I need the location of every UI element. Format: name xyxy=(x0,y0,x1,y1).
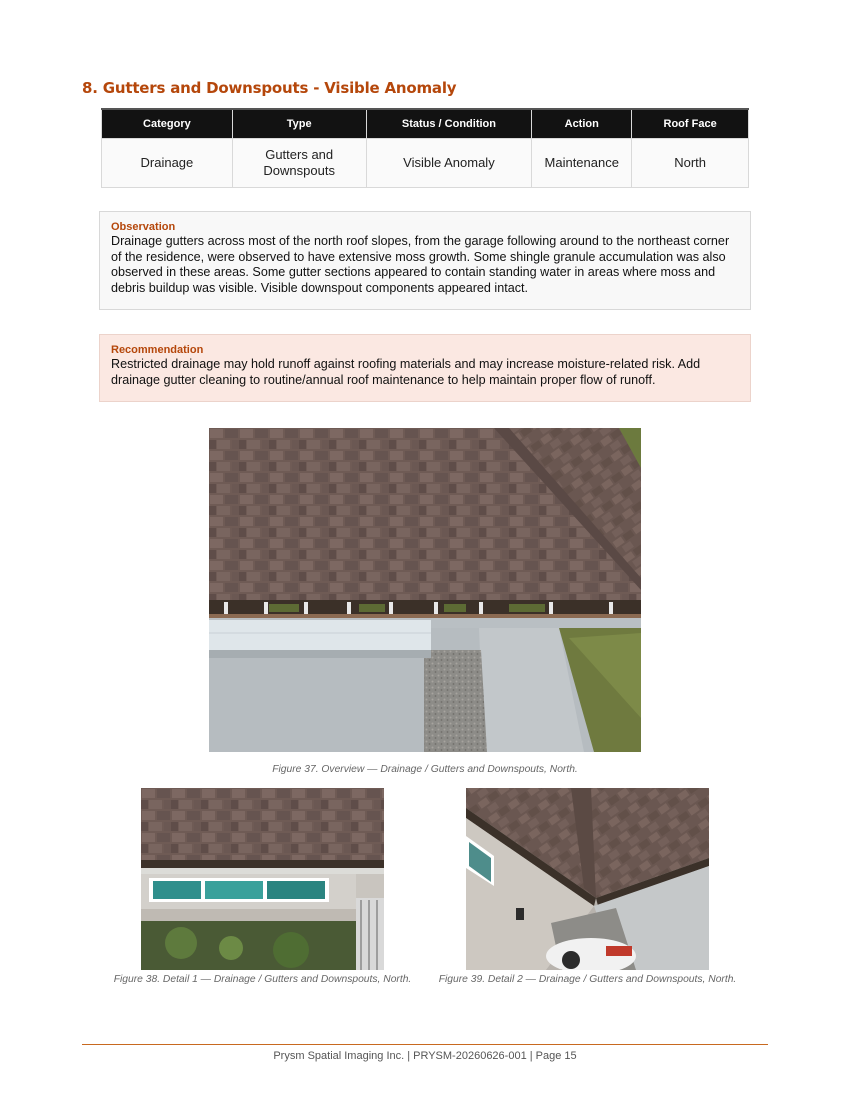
observation-box xyxy=(99,211,751,310)
cell-category: Drainage xyxy=(102,138,233,187)
cell-action: Maintenance xyxy=(532,138,632,187)
overview-photo xyxy=(209,428,641,752)
header-roof-face: Roof Face xyxy=(632,109,749,138)
recommendation-text: Restricted drainage may hold runoff against roofing materials and may increase moisture-related risk. Add drainage gutter cleaning to routine/annual roof maintenance to help maintain proper flow of runoff. xyxy=(111,357,701,387)
page-footer: Prysm Spatial Imaging Inc. | PRYSM-20260626-001 | Page 15 xyxy=(273,1050,577,1062)
recommendation-box xyxy=(99,334,751,402)
figure-37-caption: Figure 37. Overview — Drainage / Gutters and Downspouts, North. xyxy=(272,764,578,775)
header-action: Action xyxy=(532,109,632,138)
summary-table xyxy=(101,108,749,188)
table-row xyxy=(102,138,749,187)
cell-type: Gutters and Downspouts xyxy=(232,138,366,187)
cell-roof-face: North xyxy=(632,138,749,187)
footer-divider xyxy=(82,1044,768,1045)
header-type: Type xyxy=(232,109,366,138)
figure-39-caption: Figure 39. Detail 2 — Drainage / Gutters and Downspouts, North. xyxy=(438,974,737,985)
detail-2-photo xyxy=(466,788,709,970)
header-category: Category xyxy=(102,109,233,138)
section-title: 8. Gutters and Downspouts - Visible Anomaly xyxy=(82,79,457,97)
header-status: Status / Condition xyxy=(366,109,532,138)
recommendation-label: Recommendation xyxy=(111,344,204,356)
figure-38-caption: Figure 38. Detail 1 — Drainage / Gutters and Downspouts, North. xyxy=(113,974,412,985)
observation-label: Observation xyxy=(111,221,176,233)
detail-1-photo xyxy=(141,788,384,970)
cell-status: Visible Anomaly xyxy=(366,138,532,187)
observation-text: Drainage gutters across most of the north roof slopes, from the garage following around to the northeast corner of the residence, were observed to have extensive moss growth. Some shingle granule accumulation was also observed in these areas. Some gutter sections appeared to contain standing water in areas where moss and debris buildup was visible. Visible downspout components appeared intact. xyxy=(111,234,730,295)
table-header-row xyxy=(102,109,749,138)
